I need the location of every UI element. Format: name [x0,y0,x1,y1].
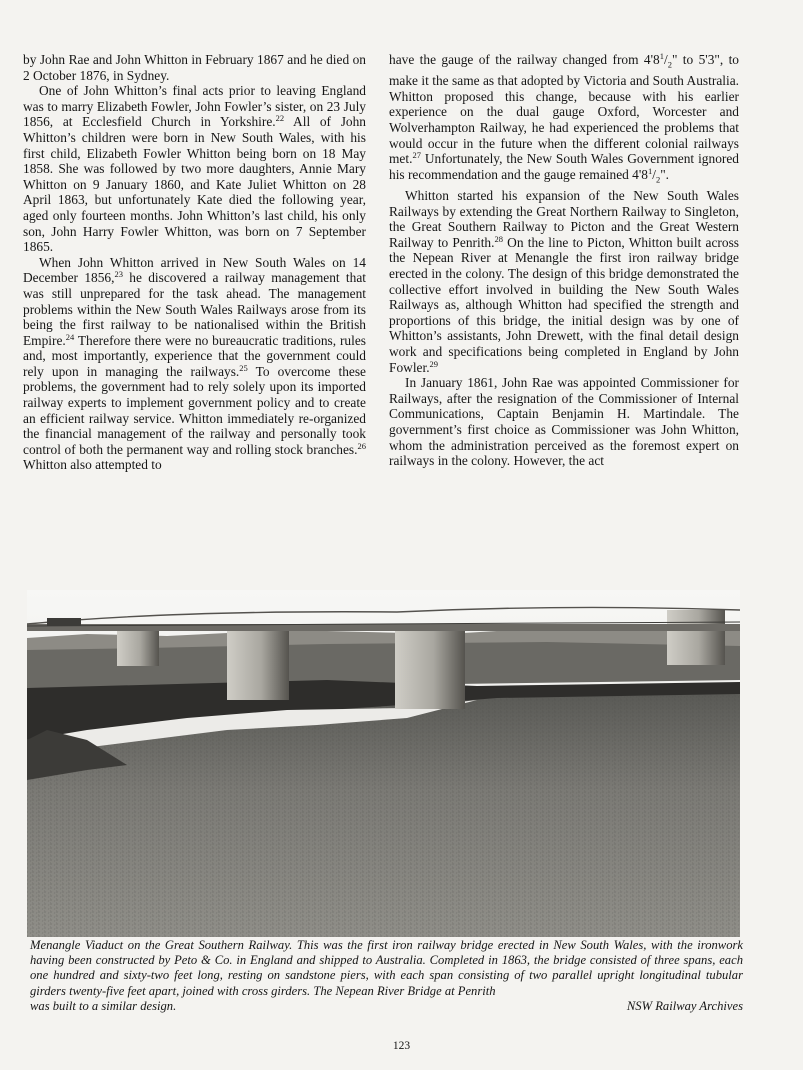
footnote-ref[interactable]: 26 [357,440,366,451]
caption-last-line: was built to a similar design. [30,998,177,1013]
paragraph: Whitton started his expansion of the New South Wales Railways by extending the Great Northern Railway to Singleton, the Great Southern Railway to Picton and the Great Western Railway to Penrith.$^{28}$ On the line to Picton, Whitton built across the Nepean River at Menangle the first iron railway bridge erected in the colony. The design of this bridge demonstrated the collective effort involved in building the New South Wales Railways as, although Whitton had specified the strength and proportions of this bridge, the initial design was by one of Whitton’s assistants, John Drewett, with the final detail design work and specifications being completed in England by John Fowler.$^{29}$ [389,188,739,375]
footnote-ref[interactable]: 22 [275,113,285,124]
caption-text: Menangle Viaduct on the Great Southern Railway. This was the first iron railway bridge erected in New South Wales, with the ironwork having been constructed by Peto & Co. in England and shipped to Australia. Completed in 1863, the bridge consisted of three spans, each one hundred and sixty-two feet long, resting on sandstone piers, with each span consisting of two parallel upright longitudinal tubular girders twenty-five feet apart, joined with cross girders. The Nepean River Bridge at Penrith [30,938,743,998]
paragraph: When John Whitton arrived in New South Wales on 14 December 1856,23 he discovered a railway management that was still unprepared for the task ahead. The management problems within the New South Wales Railways arose from its being the first railway to be nationalised within the British Empire.$^{24}$ Therefore there were no bureaucratic traditions, rules and, most importantly, experience that the government could rely upon in managing the railways.$^{25}$ To overcome these problems, the government had to rely solely upon its imported railway experts to implement government policy and to create an efficient railway service. Whitton immediately re-organized the financial management of the railway and personally took control of both the permanent way and rolling stock branches.$^{26}$ Whitton also attempted to [23,254,366,473]
footnote-ref[interactable]: 25 [239,362,248,373]
footnote-ref[interactable]: 23 [114,269,123,280]
viaduct-illustration [27,590,740,937]
footnote-ref[interactable]: 29 [429,358,439,369]
footnote-ref[interactable]: 27 [412,150,421,161]
paragraph: by John Rae and John Whitton in February 1867 and he died on 2 October 1876, in Sydney. [23,52,366,83]
paragraph: have the gauge of the railway changed from $4'8^1/_2$" to 5'3", to make it the same as that adopted by Victoria and South Australia. Whitton proposed this change, because with his earlier experience on the dual gauge Oxford, Worcester and Wolverhampton Railway, he had experienced the problems that would occur in the future when the different colonial railways met.$^{27}$ Unfortunately, the New South Wales Government ignored his recommendation and the gauge remained $4'8^1/_2$". [389,51,739,185]
footnote-ref[interactable]: 28 [494,233,503,244]
page-number: 123 [392,1040,411,1052]
paragraph: In January 1861, John Rae was appointed Commissioner for Railways, after the resignation of the Commissioner of Internal Communications, Captain Benjamin H. Martindale. The government’s first choice as Commissioner was John Whitton, whom the administration perceived as the foremost expert on railways in the colony. However, the act [389,375,739,469]
right-text-column [389,52,739,469]
photo-credit: NSW Railway Archives [626,998,743,1013]
paragraph: One of John Whitton’s final acts prior to leaving England was to marry Elizabeth Fowler, John Fowler’s sister, on 23 July 1856, at Ecclesfield Church in Yorkshire.$^{22}$ All of John Whitton’s children were born in New South Wales, with his first child, Elizabeth Fowler Whitton being born on 18 May 1858. She was followed by two more daughters, Annie Mary Whitton on 9 January 1860, and Kate Juliet Whitton on 28 April 1863, but unfortunately Kate died the following year, aged only fourteen months. John Whitton’s last child, his only son, John Harry Fowler Whitton, was born on 7 September 1865. [23,83,366,255]
footnote-ref[interactable]: 24 [65,331,75,342]
left-text-column [23,52,366,473]
viaduct-photograph [27,590,740,937]
photo-caption [30,938,743,1014]
